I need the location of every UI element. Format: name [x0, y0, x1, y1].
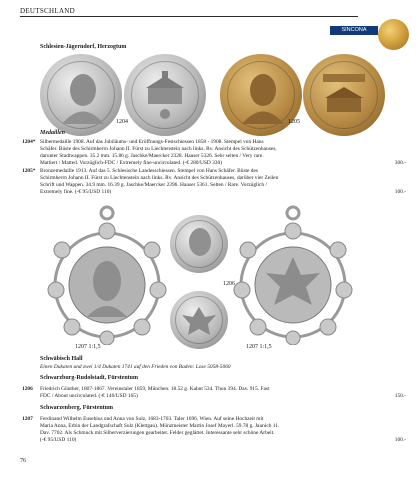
section-heading-schwarzenberg: Schwarzenberg, Fürstentum: [40, 405, 113, 411]
lot-description: Bronzemedaille 1913. Auf das 5. Schlesische Landesschiessen. Stempel von Hans Schäfer. Büste des Schirmherrn Johann II. Fürst zu Liechtenstein nach links. Rv. Ansicht des Schützenhauses, darüber vier Zeilen Schrift und Wappen. 34.9 mm. 16.39 g. Jaschke/Maercker 2396. Hauser 5361. Selten / Rare. Vorzüglich / Extremely fine. (-€ 95/USD 110): [40, 168, 279, 195]
subsection-heading-medaillen: Medaillen: [40, 130, 65, 136]
coin-1204-reverse: [124, 54, 206, 136]
pendant-1207-obverse: [42, 205, 172, 345]
lot-number: 1206: [22, 386, 33, 392]
lot-description: Friedrich Günther, 1807-1867. Vereinstaler 1859, München. 18.52 g. Kahnt 534. Thun 394. Dav. 915. Fast FDC / About uncirculated. (-€ 140/USD 165): [40, 386, 270, 399]
coin-1206-reverse: [170, 291, 228, 349]
section-note-hall: Einen Dukaten und zwei 1/4 Dukaten 1741 auf den Frieden von Baden: Lose 5058-5060: [40, 364, 231, 370]
coin-1206-obverse: [170, 215, 228, 273]
section-heading-schwarzburg: Schwarzburg-Rudolstadt, Fürstentum: [40, 375, 139, 381]
building-icon: [124, 54, 206, 136]
lot-price: 150.-: [394, 393, 406, 399]
brand-bar: SINCONA: [330, 26, 378, 35]
coin-1205-reverse: [303, 54, 385, 136]
lot-price: 100.-: [394, 437, 406, 443]
coin-1204-obverse: [40, 54, 122, 136]
caption-1207-left: 1207 1:1,5: [75, 344, 101, 350]
eagle-icon: [170, 291, 228, 349]
lot-price: 100.-: [394, 189, 406, 195]
running-header: DEUTSCHLAND: [20, 7, 76, 15]
lot-price: 300.-: [394, 160, 406, 166]
lot-number: 1204*: [22, 139, 36, 145]
caption-1206: 1206: [223, 281, 235, 287]
caption-1205: 1205: [288, 119, 300, 125]
page-number: 76: [20, 458, 26, 464]
lot-number: 1207: [22, 416, 33, 422]
portrait-icon: [170, 215, 228, 273]
lot-description: Silbermedaille 1908. Auf das Jubiläums- und Eröffnungs-Festschiessen 1858 - 1908. Stempel von Hans Schäfer. Büste des Schirmherrn Johann II. Fürst zu Liechtenstein nach links. Rv. Ansicht des Schützenhauses, darunter Stadtwappen. 35.2 mm. 15.86 g. Jaschke/Maercker 2328. Hauser 5326. Sehr selten / Very rare. Mattiert / Matted. Vorzüglich-FDC / Extremely fine-uncirculated. (-€ 280/USD 330): [40, 139, 277, 166]
lot-number: 1205*: [22, 168, 36, 174]
section-heading-hall: Schwäbisch Hall: [40, 356, 83, 362]
caption-1204: 1204: [116, 119, 128, 125]
brand-coin-logo: [378, 19, 409, 50]
caption-1207-right: 1207 1:1,5: [246, 344, 272, 350]
bust-icon: [40, 54, 122, 136]
section-heading-schlesien: Schlesien-Jägerndorf, Herzogtum: [40, 44, 127, 50]
header-rule: [20, 16, 358, 17]
pendant-1207-reverse: [228, 205, 358, 345]
building-icon: [303, 54, 385, 136]
lot-description: Ferdinand Wilhelm Eusebius und Anna von Sulz, 1683-1703. Taler 1696, Wien. Auf seine Hochzeit mit Maria Anna, Erbin der Landgrafschaft Sulz (Klettgau). Münzmeister Martin Josef Mayerl. 59.78 g. Jaunich 11. Dav. 7702. Als Schmuck mit Silberverzierungen gearbeitet. Felder geglättet. Interessante sehr schöne Arbeit. (-€ 95/USD 110): [40, 416, 280, 443]
